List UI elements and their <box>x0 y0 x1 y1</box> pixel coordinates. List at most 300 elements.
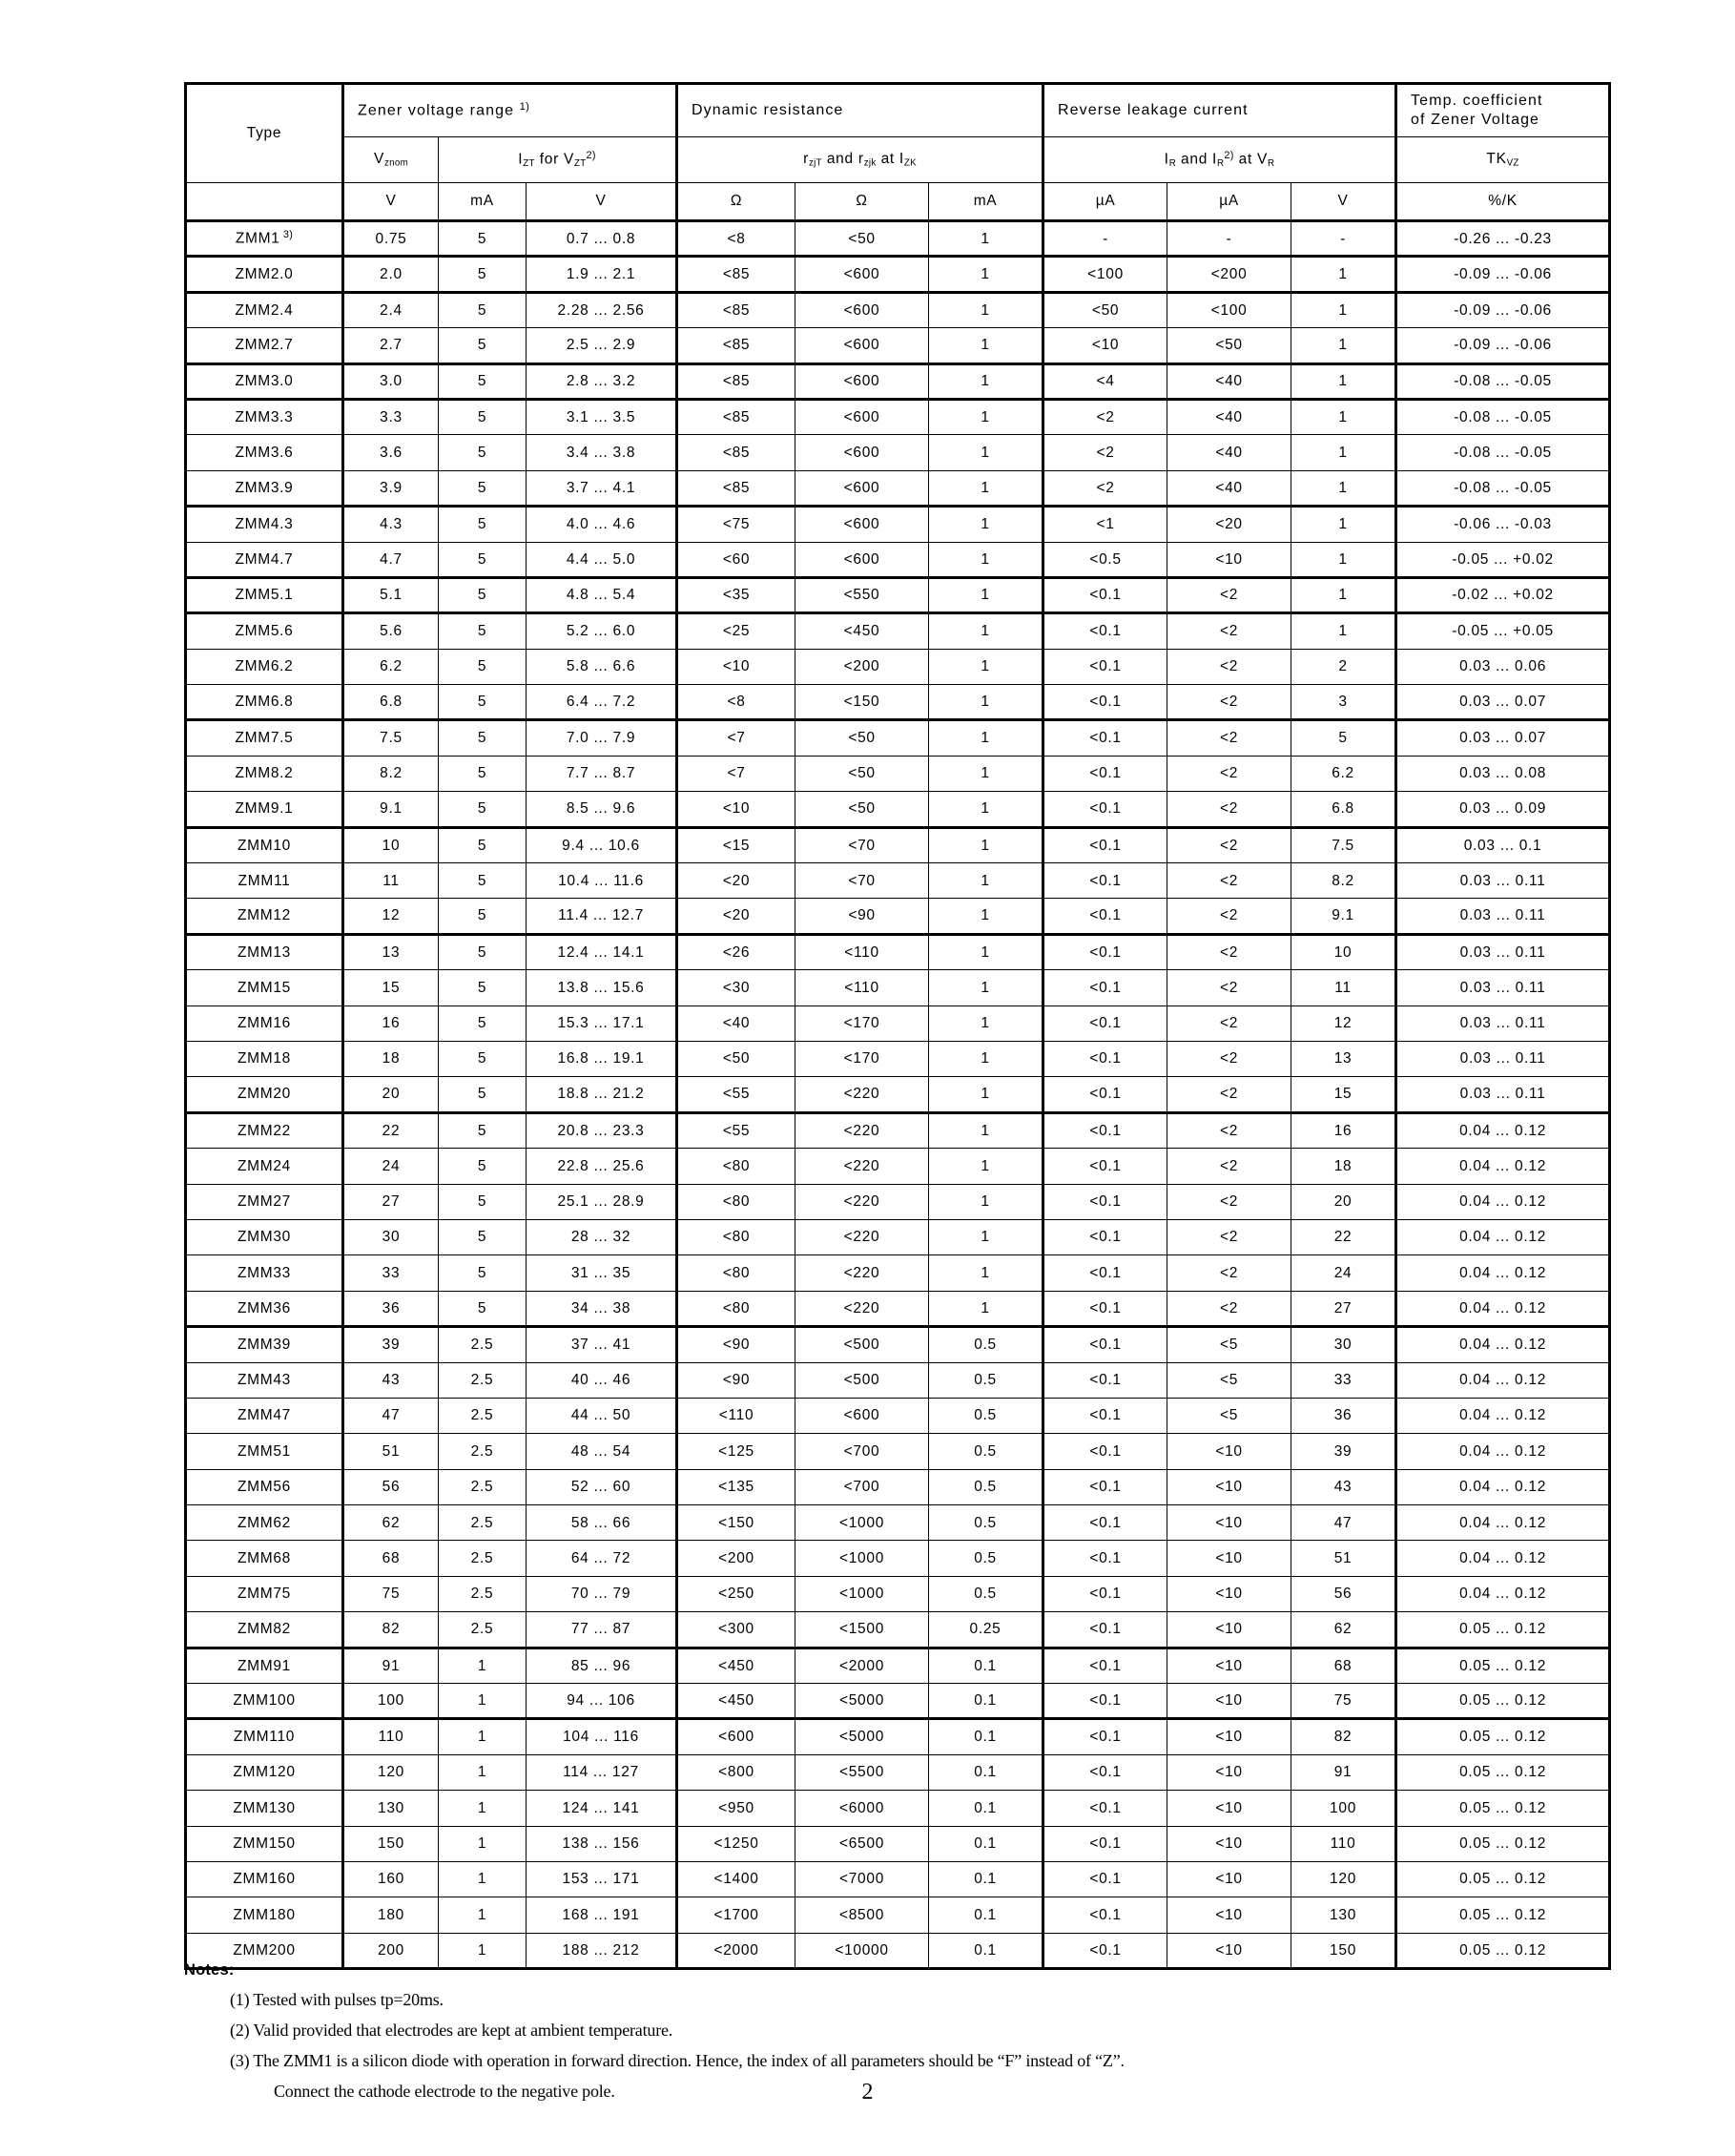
type-label: ZMM11 <box>238 872 291 889</box>
header-temp-coefficient <box>1396 84 1610 137</box>
cell-vr: 36 <box>1291 1398 1396 1433</box>
cell-tk: 0.03 ... 0.07 <box>1396 720 1610 756</box>
cell-izk: 1 <box>929 720 1043 756</box>
type-label: ZMM91 <box>237 1657 292 1674</box>
table-header <box>186 84 1610 221</box>
table-row <box>186 613 1610 649</box>
type-label: ZMM47 <box>237 1407 292 1424</box>
cell-ir1: <0.1 <box>1043 1541 1167 1576</box>
type-label: ZMM4.7 <box>235 550 294 568</box>
cell-rzjt: <80 <box>677 1149 795 1184</box>
cell-type <box>186 1362 343 1398</box>
cell-type <box>186 1861 343 1897</box>
cell-rzjk: <600 <box>795 1398 929 1433</box>
type-label: ZMM7.5 <box>235 730 294 747</box>
cell-ir1: <0.1 <box>1043 863 1167 899</box>
table-row <box>186 1576 1610 1611</box>
type-label: ZMM62 <box>237 1514 292 1531</box>
cell-izt: 5 <box>439 292 527 327</box>
cell-ir1: <0.1 <box>1043 1897 1167 1933</box>
cell-izt: 2.5 <box>439 1362 527 1398</box>
cell-izk: 1 <box>929 221 1043 257</box>
cell-rzjk: <170 <box>795 1005 929 1041</box>
cell-vr: 1 <box>1291 363 1396 399</box>
cell-izk: 0.5 <box>929 1434 1043 1469</box>
cell-vr: 110 <box>1291 1826 1396 1861</box>
type-label: ZMM15 <box>237 979 292 996</box>
cell-rzjt: <90 <box>677 1327 795 1362</box>
cell-rzjt: <8 <box>677 221 795 257</box>
cell-ir2: <10 <box>1167 1648 1291 1683</box>
cell-vr: - <box>1291 221 1396 257</box>
cell-izk: 0.5 <box>929 1327 1043 1362</box>
note-continuation: Connect the cathode electrode to the negative pole. <box>274 2082 615 2101</box>
cell-vr: 3 <box>1291 685 1396 720</box>
cell-type <box>186 577 343 612</box>
cell-vzt: 9.4 ... 10.6 <box>527 827 677 862</box>
table-row <box>186 934 1610 969</box>
cell-type <box>186 1434 343 1469</box>
cell-ir2: <2 <box>1167 649 1291 684</box>
cell-type <box>186 1005 343 1041</box>
cell-vr: 15 <box>1291 1077 1396 1112</box>
cell-izk: 0.5 <box>929 1398 1043 1433</box>
cell-vr: 7.5 <box>1291 827 1396 862</box>
cell-ir1: <0.1 <box>1043 1576 1167 1611</box>
symbol-vr: V <box>1257 151 1269 168</box>
symbol-ir2-sub: R <box>1217 157 1225 169</box>
cell-ir2: - <box>1167 221 1291 257</box>
type-label: ZMM18 <box>237 1050 292 1068</box>
cell-izt: 1 <box>439 1684 527 1719</box>
cell-vzt: 114 ... 127 <box>527 1754 677 1790</box>
table-row <box>186 542 1610 577</box>
header-tc-line2: of Zener Voltage <box>1411 112 1540 128</box>
cell-izt: 1 <box>439 1861 527 1897</box>
cell-rzjk: <50 <box>795 720 929 756</box>
cell-izt: 1 <box>439 1826 527 1861</box>
cell-vzt: 5.2 ... 6.0 <box>527 613 677 649</box>
cell-izt: 5 <box>439 792 527 827</box>
type-label: ZMM30 <box>237 1229 292 1246</box>
cell-rzjt: <1400 <box>677 1861 795 1897</box>
cell-vzt: 188 ... 212 <box>527 1933 677 1968</box>
cell-vr: 24 <box>1291 1255 1396 1291</box>
cell-rzjt: <2000 <box>677 1933 795 1968</box>
cell-vr: 150 <box>1291 1933 1396 1968</box>
table-row <box>186 435 1610 470</box>
cell-vr: 10 <box>1291 934 1396 969</box>
cell-vzt: 104 ... 116 <box>527 1719 677 1754</box>
cell-izt: 2.5 <box>439 1398 527 1433</box>
cell-izt: 2.5 <box>439 1327 527 1362</box>
type-label: ZMM9.1 <box>235 800 294 818</box>
cell-vr: 1 <box>1291 257 1396 292</box>
cell-ir2: <10 <box>1167 1791 1291 1826</box>
cell-vznom: 6.2 <box>343 649 439 684</box>
cell-ir2: <2 <box>1167 756 1291 791</box>
unit-type <box>186 183 343 221</box>
cell-ir1: <0.1 <box>1043 827 1167 862</box>
cell-tk: 0.05 ... 0.12 <box>1396 1897 1610 1933</box>
cell-izt: 1 <box>439 1897 527 1933</box>
cell-izt: 1 <box>439 1648 527 1683</box>
cell-ir1: <0.1 <box>1043 1861 1167 1897</box>
cell-rzjk: <600 <box>795 399 929 434</box>
cell-vr: 130 <box>1291 1897 1396 1933</box>
cell-vznom: 3.3 <box>343 399 439 434</box>
cell-ir1: <0.1 <box>1043 1612 1167 1648</box>
cell-tk: 0.05 ... 0.12 <box>1396 1719 1610 1754</box>
cell-rzjt: <85 <box>677 363 795 399</box>
table-row <box>186 720 1610 756</box>
cell-tk: 0.03 ... 0.11 <box>1396 934 1610 969</box>
cell-vznom: 5.1 <box>343 577 439 612</box>
symbol-v2: V <box>563 151 575 168</box>
cell-vznom: 16 <box>343 1005 439 1041</box>
cell-vzt: 31 ... 35 <box>527 1255 677 1291</box>
cell-ir2: <40 <box>1167 363 1291 399</box>
cell-ir2: <10 <box>1167 1933 1291 1968</box>
cell-rzjt: <20 <box>677 863 795 899</box>
cell-type <box>186 1791 343 1826</box>
cell-type <box>186 970 343 1005</box>
cell-vzt: 13.8 ... 15.6 <box>527 970 677 1005</box>
cell-izk: 1 <box>929 577 1043 612</box>
cell-tk: 0.05 ... 0.12 <box>1396 1826 1610 1861</box>
cell-ir2: <10 <box>1167 1612 1291 1648</box>
cell-izt: 2.5 <box>439 1612 527 1648</box>
type-label: ZMM82 <box>237 1621 292 1638</box>
cell-type <box>186 1826 343 1861</box>
cell-izt: 2.5 <box>439 1576 527 1611</box>
cell-vznom: 8.2 <box>343 756 439 791</box>
cell-ir1: <50 <box>1043 292 1167 327</box>
cell-tk: 0.05 ... 0.12 <box>1396 1791 1610 1826</box>
cell-vzt: 22.8 ... 25.6 <box>527 1149 677 1184</box>
type-label: ZMM8.2 <box>235 765 294 782</box>
cell-ir1: <0.1 <box>1043 792 1167 827</box>
cell-ir1: <0.1 <box>1043 1149 1167 1184</box>
cell-vzt: 4.4 ... 5.0 <box>527 542 677 577</box>
type-label: ZMM3.9 <box>235 479 294 496</box>
cell-vznom: 18 <box>343 1041 439 1076</box>
symbol-i-sub: ZT <box>523 157 535 169</box>
cell-ir2: <10 <box>1167 1861 1291 1897</box>
cell-vznom: 3.6 <box>343 435 439 470</box>
cell-vznom: 160 <box>343 1861 439 1897</box>
cell-rzjk: <600 <box>795 542 929 577</box>
cell-type <box>186 720 343 756</box>
cell-ir1: <0.1 <box>1043 613 1167 649</box>
cell-vzt: 20.8 ... 23.3 <box>527 1112 677 1148</box>
header-row-units <box>186 183 1610 221</box>
cell-ir2: <10 <box>1167 1826 1291 1861</box>
cell-type <box>186 1112 343 1148</box>
symbol-r2: r <box>857 151 864 168</box>
cell-izk: 1 <box>929 1219 1043 1254</box>
unit-ir2: µA <box>1167 183 1291 221</box>
type-label: ZMM120 <box>233 1764 296 1781</box>
cell-type <box>186 257 343 292</box>
cell-ir1: <0.1 <box>1043 899 1167 934</box>
table-row <box>186 470 1610 506</box>
table-row <box>186 792 1610 827</box>
unit-tk: %/K <box>1396 183 1610 221</box>
cell-rzjt: <80 <box>677 1219 795 1254</box>
cell-rzjk: <50 <box>795 756 929 791</box>
cell-ir1: <0.1 <box>1043 649 1167 684</box>
unit-rzjt: Ω <box>677 183 795 221</box>
type-label: ZMM2.7 <box>235 337 294 354</box>
cell-vzt: 10.4 ... 11.6 <box>527 863 677 899</box>
cell-rzjt: <20 <box>677 899 795 934</box>
cell-vr: 6.2 <box>1291 756 1396 791</box>
cell-vr: 1 <box>1291 613 1396 649</box>
cell-rzjt: <55 <box>677 1112 795 1148</box>
cell-ir1: <0.1 <box>1043 1041 1167 1076</box>
cell-type <box>186 685 343 720</box>
symbol-tk-sub: VZ <box>1506 157 1519 169</box>
cell-izt: 5 <box>439 328 527 363</box>
cell-ir2: <2 <box>1167 934 1291 969</box>
cell-vr: 27 <box>1291 1291 1396 1326</box>
cell-ir1: <10 <box>1043 328 1167 363</box>
cell-ir2: <10 <box>1167 1684 1291 1719</box>
cell-vzt: 5.8 ... 6.6 <box>527 649 677 684</box>
cell-type <box>186 1041 343 1076</box>
table-row <box>186 221 1610 257</box>
table-row <box>186 399 1610 434</box>
cell-tk: -0.08 ... -0.05 <box>1396 435 1610 470</box>
cell-tk: 0.04 ... 0.12 <box>1396 1398 1610 1433</box>
table-row <box>186 1041 1610 1076</box>
cell-vzt: 40 ... 46 <box>527 1362 677 1398</box>
cell-vzt: 15.3 ... 17.1 <box>527 1005 677 1041</box>
cell-rzjt: <85 <box>677 399 795 434</box>
cell-vzt: 28 ... 32 <box>527 1219 677 1254</box>
type-label: ZMM1 <box>235 230 280 247</box>
cell-ir1: - <box>1043 221 1167 257</box>
cell-vzt: 70 ... 79 <box>527 1576 677 1611</box>
table-body <box>186 221 1610 1969</box>
cell-vznom: 30 <box>343 1219 439 1254</box>
cell-vzt: 4.0 ... 4.6 <box>527 507 677 542</box>
symbol-at-2: at <box>1238 151 1252 168</box>
cell-vznom: 91 <box>343 1648 439 1683</box>
cell-izt: 5 <box>439 577 527 612</box>
table-row <box>186 1541 1610 1576</box>
cell-tk: -0.05 ... +0.05 <box>1396 613 1610 649</box>
symbol-i: I <box>518 151 524 168</box>
cell-vznom: 9.1 <box>343 792 439 827</box>
cell-vzt: 25.1 ... 28.9 <box>527 1184 677 1219</box>
cell-ir1: <0.1 <box>1043 1754 1167 1790</box>
cell-type <box>186 899 343 934</box>
cell-vr: 75 <box>1291 1684 1396 1719</box>
type-label: ZMM100 <box>233 1692 296 1710</box>
cell-ir1: <0.1 <box>1043 1933 1167 1968</box>
cell-vr: 1 <box>1291 542 1396 577</box>
cell-vr: 120 <box>1291 1861 1396 1897</box>
note-item: (3) The ZMM1 is a silicon diode with operation in forward direction. Hence, the index of all parameters should be “F” instead of “Z”. <box>230 2051 1125 2070</box>
cell-rzjt: <110 <box>677 1398 795 1433</box>
symbol-r1: r <box>803 151 809 168</box>
type-label: ZMM2.4 <box>235 301 294 319</box>
type-label: ZMM130 <box>233 1799 296 1816</box>
unit-vr: V <box>1291 183 1396 221</box>
cell-izk: 1 <box>929 649 1043 684</box>
cell-rzjt: <1700 <box>677 1897 795 1933</box>
cell-type <box>186 1505 343 1541</box>
cell-rzjt: <25 <box>677 613 795 649</box>
table-row <box>186 1469 1610 1504</box>
cell-rzjk: <600 <box>795 328 929 363</box>
cell-vr: 6.8 <box>1291 792 1396 827</box>
cell-vznom: 51 <box>343 1434 439 1469</box>
cell-izk: 0.1 <box>929 1719 1043 1754</box>
cell-izt: 5 <box>439 899 527 934</box>
type-label: ZMM27 <box>237 1193 292 1211</box>
cell-izk: 1 <box>929 899 1043 934</box>
cell-vznom: 22 <box>343 1112 439 1148</box>
header-type-label: Type <box>246 125 282 142</box>
type-label: ZMM20 <box>237 1086 292 1103</box>
cell-type <box>186 221 343 257</box>
table-row <box>186 1291 1610 1326</box>
footnote-marker-row: 3) <box>279 229 294 241</box>
cell-tk: 0.04 ... 0.12 <box>1396 1327 1610 1362</box>
cell-rzjk: <5000 <box>795 1719 929 1754</box>
header-type <box>186 84 343 183</box>
cell-izk: 1 <box>929 435 1043 470</box>
cell-rzjt: <50 <box>677 1041 795 1076</box>
cell-tk: 0.04 ... 0.12 <box>1396 1255 1610 1291</box>
cell-type <box>186 1897 343 1933</box>
cell-izk: 1 <box>929 1077 1043 1112</box>
cell-vznom: 0.75 <box>343 221 439 257</box>
cell-izt: 5 <box>439 756 527 791</box>
cell-ir2: <100 <box>1167 292 1291 327</box>
cell-tk: -0.09 ... -0.06 <box>1396 328 1610 363</box>
cell-rzjt: <26 <box>677 934 795 969</box>
table-row <box>186 1362 1610 1398</box>
cell-izk: 1 <box>929 934 1043 969</box>
cell-rzjt: <60 <box>677 542 795 577</box>
cell-izt: 5 <box>439 863 527 899</box>
cell-rzjk: <6000 <box>795 1791 929 1826</box>
header-zvr-label: Zener voltage range <box>358 102 515 119</box>
cell-ir2: <2 <box>1167 1255 1291 1291</box>
cell-rzjk: <600 <box>795 470 929 506</box>
type-label: ZMM51 <box>237 1442 292 1460</box>
cell-ir1: <0.1 <box>1043 1648 1167 1683</box>
type-label: ZMM39 <box>237 1337 292 1354</box>
cell-ir2: <2 <box>1167 685 1291 720</box>
cell-izt: 5 <box>439 1219 527 1254</box>
cell-vzt: 3.7 ... 4.1 <box>527 470 677 506</box>
cell-vr: 16 <box>1291 1112 1396 1148</box>
cell-ir1: <0.1 <box>1043 1077 1167 1112</box>
symbol-ir1-sub: R <box>1168 157 1177 169</box>
cell-rzjt: <85 <box>677 292 795 327</box>
cell-ir2: <10 <box>1167 1434 1291 1469</box>
cell-vr: 47 <box>1291 1505 1396 1541</box>
cell-type <box>186 399 343 434</box>
cell-izt: 5 <box>439 1255 527 1291</box>
cell-izk: 0.1 <box>929 1791 1043 1826</box>
cell-rzjk: <220 <box>795 1184 929 1219</box>
table-row <box>186 292 1610 327</box>
cell-ir2: <50 <box>1167 328 1291 363</box>
table-row <box>186 1826 1610 1861</box>
symbol-v: V <box>373 151 384 168</box>
type-label: ZMM5.1 <box>235 587 294 604</box>
cell-izt: 5 <box>439 1041 527 1076</box>
cell-type <box>186 1719 343 1754</box>
cell-type <box>186 1541 343 1576</box>
cell-rzjk: <5000 <box>795 1684 929 1719</box>
cell-ir2: <2 <box>1167 1005 1291 1041</box>
cell-vr: 33 <box>1291 1362 1396 1398</box>
table-row <box>186 1719 1610 1754</box>
cell-izt: 5 <box>439 363 527 399</box>
cell-vzt: 138 ... 156 <box>527 1826 677 1861</box>
cell-izk: 1 <box>929 507 1043 542</box>
header-symbol-izt-for-vzt <box>439 137 677 183</box>
cell-type <box>186 1077 343 1112</box>
cell-rzjk: <6500 <box>795 1826 929 1861</box>
cell-ir2: <5 <box>1167 1327 1291 1362</box>
cell-tk: 0.03 ... 0.11 <box>1396 899 1610 934</box>
cell-type <box>186 328 343 363</box>
cell-vznom: 10 <box>343 827 439 862</box>
cell-ir2: <5 <box>1167 1398 1291 1433</box>
cell-rzjt: <85 <box>677 470 795 506</box>
cell-ir2: <2 <box>1167 1291 1291 1326</box>
cell-izt: 5 <box>439 934 527 969</box>
cell-tk: 0.05 ... 0.12 <box>1396 1648 1610 1683</box>
cell-type <box>186 1398 343 1433</box>
cell-tk: -0.06 ... -0.03 <box>1396 507 1610 542</box>
cell-rzjk: <550 <box>795 577 929 612</box>
cell-vzt: 11.4 ... 12.7 <box>527 899 677 934</box>
cell-vznom: 24 <box>343 1149 439 1184</box>
cell-tk: 0.03 ... 0.06 <box>1396 649 1610 684</box>
cell-vznom: 27 <box>343 1184 439 1219</box>
cell-type <box>186 792 343 827</box>
cell-ir1: <1 <box>1043 507 1167 542</box>
table-row <box>186 899 1610 934</box>
cell-izt: 2.5 <box>439 1541 527 1576</box>
cell-izt: 5 <box>439 257 527 292</box>
symbol-ir2: I <box>1212 151 1218 168</box>
cell-vzt: 0.7 ... 0.8 <box>527 221 677 257</box>
cell-rzjk: <600 <box>795 292 929 327</box>
table-row <box>186 1754 1610 1790</box>
type-label: ZMM22 <box>237 1122 292 1139</box>
footnote-marker-3: 2) <box>1224 149 1234 161</box>
cell-tk: -0.02 ... +0.02 <box>1396 577 1610 612</box>
cell-ir2: <2 <box>1167 1112 1291 1148</box>
cell-type <box>186 649 343 684</box>
type-label: ZMM180 <box>233 1906 296 1923</box>
cell-tk: 0.03 ... 0.11 <box>1396 1041 1610 1076</box>
cell-izt: 5 <box>439 507 527 542</box>
cell-rzjk: <5500 <box>795 1754 929 1790</box>
header-zener-voltage-range-text <box>344 100 675 121</box>
cell-vznom: 7.5 <box>343 720 439 756</box>
